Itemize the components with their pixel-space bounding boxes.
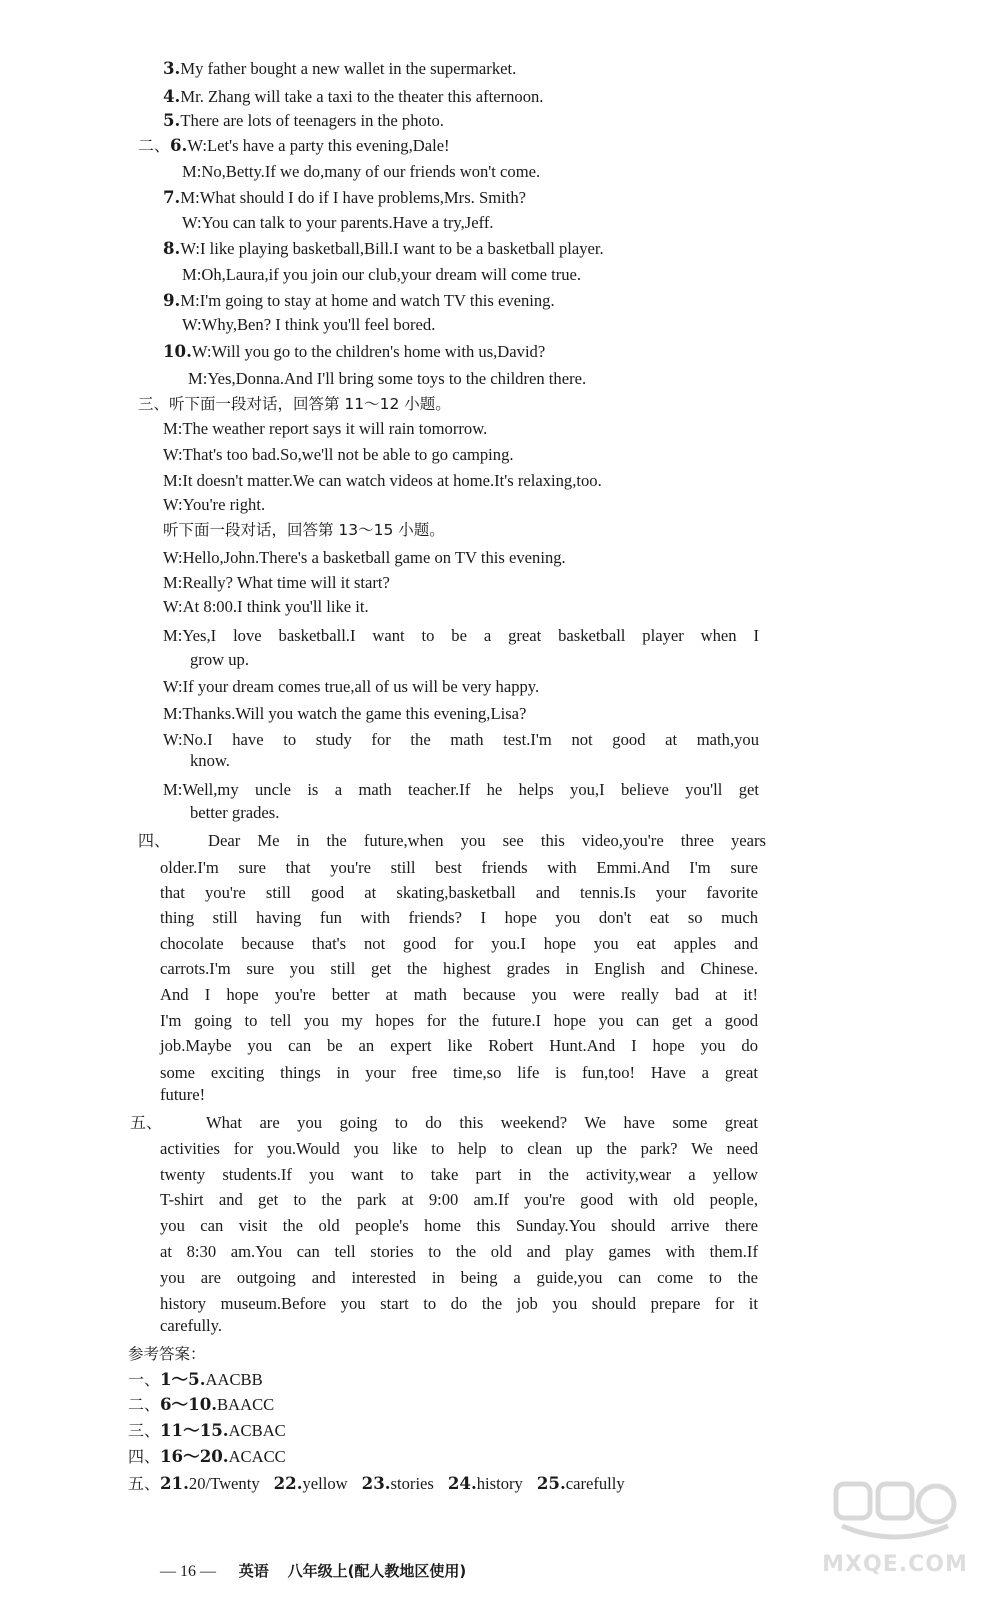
line-text: know. [190,751,230,770]
text-line [182,315,512,335]
line-text: some exciting things in your free time,so life is fun,too! Have a great [160,1063,758,1082]
answer-logo-icon [832,1478,958,1548]
item-number: 4. [163,86,181,106]
text-line [138,394,498,414]
answer-letters: ACBAC [228,1421,286,1440]
line-text: carrots.I'm sure you still get the highest grades in English and Chinese. [160,959,758,978]
item-number: 22. [273,1473,303,1493]
answer-letters: AACBB [205,1370,263,1389]
grade-label: 八年级上(配人教地区使用) [287,1562,467,1580]
watermark-text: MXQE.COM [822,1552,968,1577]
text-line [163,548,689,568]
text-line [160,1216,758,1236]
line-text: M:Really? What time will it start? [163,573,390,592]
line-text: W:Hello,John.There's a basketball game on TV this evening. [163,548,566,567]
text-line [163,626,759,646]
line-text: grow up. [190,650,249,669]
text-line [182,162,650,182]
item-number: 21. [160,1473,189,1493]
text-line [163,730,759,750]
section-marker: 三、 [128,1421,161,1440]
text-line [188,369,710,389]
line-text: What are you going to do this weekend? We have some great [206,1113,759,1132]
page-footer [160,1560,466,1581]
item-number: 23. [361,1473,391,1493]
item-number: 7. [163,187,181,207]
text-line [160,959,758,979]
line-text: I'm going to tell you my hopes for the future.I hope you can get a good [160,1011,758,1030]
text-line [160,1011,758,1031]
answer-word: history [476,1474,523,1493]
answers-heading: 参考答案： [128,1345,206,1363]
line-text: Dear Me in the future,when you see this video,you're three years [208,831,767,850]
line-text: M:Yes,Donna.And I'll bring some toys to the children there. [188,369,587,388]
item-number: 8. [163,238,181,258]
text-line [138,831,767,851]
text-line [160,1316,236,1336]
text-line [163,341,649,362]
text-line [163,520,497,540]
text-line [190,751,238,771]
text-line [163,677,651,697]
text-line [160,1085,218,1105]
line-text: twenty students.If you want to take part in the activity,wear a yellow [160,1165,758,1184]
item-range: 16～20. [160,1446,229,1466]
line-text: W:If your dream comes true,all of us will be very happy. [163,677,540,696]
text-line [163,110,523,131]
line-text: that you're still good at skating,basketball and tennis.Is your favorite [160,883,758,902]
line-text: M:The weather report says it will rain tomorrow. [163,419,488,438]
item-range: 6～10. [160,1394,218,1414]
section-marker: 五、 [130,1113,163,1132]
line-text: W:No.I have to study for the math test.I'm not good at math,you [163,730,759,749]
item-number: 5. [163,110,181,130]
line-text: W:At 8:00.I think you'll like it. [163,597,369,616]
line-text: thing still having fun with friends? I hope you don't eat so much [160,908,758,927]
text-line [163,187,633,208]
text-line [163,58,633,79]
answer-word: carefully [565,1474,625,1493]
text-line [160,1036,758,1056]
text-line [160,985,758,1005]
line-text: My father bought a new wallet in the supermarket. [180,59,517,78]
text-line [138,135,528,156]
answer-word: 20/Twenty [188,1474,260,1493]
line-text: W:That's too bad.So,we'll not be able to go camping. [163,445,514,464]
item-number: 24. [447,1473,477,1493]
line-text: M:It doesn't matter.We can watch videos at home.It's relaxing,too. [163,471,602,490]
section-marker: 二、 [138,136,171,155]
text-line [160,908,758,928]
line-text: W:Why,Ben? I think you'll feel bored. [182,315,436,334]
line-text: W:Let's have a party this evening,Dale! [187,136,450,155]
section-marker: 二、 [128,1395,161,1414]
text-line [160,883,758,903]
text-line [160,1139,758,1159]
line-text: M:Yes,I love basketball.I want to be a great basketball player when I [163,626,759,645]
section-marker: 四、 [128,1447,161,1466]
text-line [163,597,435,617]
text-line [163,573,463,593]
line-text: W:Will you go to the children's home with us,David? [191,342,546,361]
answer-word: yellow [302,1474,348,1493]
line-text: you are outgoing and interested in being a guide,you can come to the [160,1268,758,1287]
line-text: T-shirt and get to the park at 9:00 am.If you're good with old people, [160,1190,758,1209]
text-line [163,445,641,465]
line-text: W:You can talk to your parents.Have a try,Jeff. [182,213,494,232]
text-line [160,1165,758,1185]
answer-row [128,1473,625,1494]
page-number: — 16 — [160,1563,216,1580]
line-text: M:No,Betty.If we do,many of our friends won't come. [182,162,541,181]
text-line [163,86,655,107]
text-line [160,1242,758,1262]
section-marker: 五、 [128,1474,161,1493]
watermark [820,1478,970,1588]
line-text: M:I'm going to stay at home and watch TV this evening. [180,291,555,310]
line-text: 三、听下面一段对话，回答第 11～12 小题。 [138,395,451,413]
answer-word: stories [390,1474,434,1493]
answer-row [128,1420,286,1441]
text-line [163,238,728,259]
item-range: 1～5. [160,1369,206,1389]
text-line [182,265,706,285]
line-text: at 8:30 am.You can tell stories to the old and play games with them.If [160,1242,758,1261]
answer-row [128,1369,263,1390]
text-line [163,471,739,491]
text-line [160,934,758,954]
text-line [163,419,589,439]
line-text: older.I'm sure that you're still best friends with Emmi.And I'm sure [160,858,758,877]
line-text: future! [160,1085,206,1104]
answer-letters: ACACC [228,1447,286,1466]
line-text: And I hope you're better at math because you were really bad at it! [160,985,758,1004]
item-number: 25. [536,1473,566,1493]
line-text: There are lots of teenagers in the photo. [180,111,444,130]
text-line [163,290,668,311]
line-text: history museum.Before you start to do the job you should prepare for it [160,1294,758,1313]
line-text: you can visit the old people's home this Sunday.You should arrive there [160,1216,758,1235]
text-line [160,1268,758,1288]
item-number: 10. [163,341,192,361]
subject-label: 英语 [238,1562,269,1580]
answer-letters: BAACC [217,1395,275,1414]
line-text: carefully. [160,1316,223,1335]
item-number: 3. [163,58,181,78]
text-line [163,780,759,800]
line-text: chocolate because that's not good for you.I hope you eat apples and [160,934,758,953]
line-text: W:I like playing basketball,Bill.I want to be a basketball player. [180,239,604,258]
text-line [160,858,758,878]
line-text: 听下面一段对话，回答第 13～15 小题。 [163,521,445,539]
text-line [160,1294,758,1314]
item-range: 11～15. [160,1420,229,1440]
section-marker: 一、 [128,1370,161,1389]
answer-row [128,1394,274,1415]
line-text: Mr. Zhang will take a taxi to the theater this afternoon. [180,87,544,106]
text-line [190,803,304,823]
line-text: M:Thanks.Will you watch the game this evening,Lisa? [163,704,527,723]
text-line [160,1190,758,1210]
answer-row [128,1446,286,1467]
text-line [130,1113,758,1133]
line-text: W:You're right. [163,495,266,514]
text-line [163,704,633,724]
section-marker: 四、 [138,831,171,850]
line-text: better grades. [190,803,280,822]
text-line [160,1063,758,1083]
line-text: activities for you.Would you like to help to clean up the park? We need [160,1139,758,1158]
text-line [163,495,299,515]
text-line [190,650,264,670]
item-number: 6. [170,135,188,155]
line-text: M:What should I do if I have problems,Mrs. Smith? [180,188,526,207]
line-text: M:Well,my uncle is a math teacher.If he helps you,I believe you'll get [163,780,759,799]
line-text: job.Maybe you can be an expert like Robert Hunt.And I hope you do [160,1036,758,1055]
text-line [182,213,594,233]
line-text: M:Oh,Laura,if you join our club,your dream will come true. [182,265,582,284]
item-number: 9. [163,290,181,310]
